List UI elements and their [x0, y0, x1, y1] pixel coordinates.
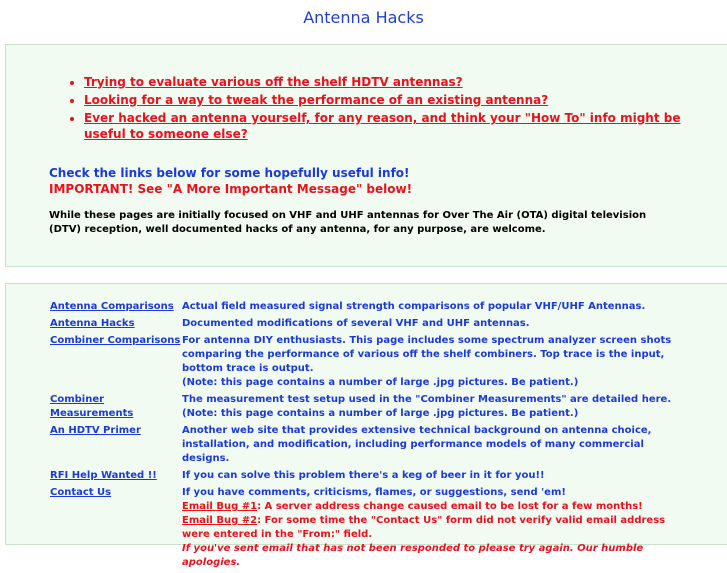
important-text: IMPORTANT! See "A More Important Message" below! [49, 182, 413, 196]
link-description: If you can solve this problem there's a keg of beer in it for you!! [182, 470, 545, 481]
links-table [50, 300, 672, 573]
link-combiner-comparisons[interactable]: Combiner Comparisons [50, 335, 181, 346]
table-row [50, 424, 672, 469]
link-description: Documented modifications of several VHF and UHF antennas. [182, 318, 530, 329]
apology-text: If you've sent email that has not been responded to please try again. Our humble apologies. [182, 543, 644, 568]
link-description: Another web site that provides extensive technical background on antenna choice, installation, and modification, including performance models of many commercial designs. [182, 425, 652, 464]
email-bug-2-text: : For some time the "Contact Us" form did not verify valid email address were entered in the "From:" field. [182, 515, 666, 540]
link-rfi-help-wanted[interactable]: RFI Help Wanted !! [50, 470, 157, 481]
list-item [84, 110, 684, 142]
table-row [50, 486, 672, 573]
link-description-text: If you have comments, criticisms, flames, or suggestions, send 'em! [182, 487, 566, 498]
email-bug-2 [182, 514, 672, 542]
link-description [182, 486, 672, 573]
link-description [182, 334, 672, 393]
link-antenna-comparisons[interactable]: Antenna Comparisons [50, 301, 174, 312]
links-panel [5, 283, 727, 568]
focus-note: While these pages are initially focused on VHF and UHF antennas for Over The Air (OTA) digital television (DTV) reception, well documented hacks of any antenna, for any purpose, are welcome. [49, 210, 647, 235]
page-title: Antenna Hacks [303, 8, 424, 27]
email-bug-2-link[interactable]: Email Bug #2 [182, 515, 258, 526]
link-combiner-measurements[interactable]: Combiner Measurements [50, 394, 134, 419]
bullet-link-hacked[interactable]: Ever hacked an antenna yourself, for any reason, and think your "How To" info might be useful to someone else? [84, 111, 681, 141]
table-row [50, 300, 672, 317]
link-antenna-hacks[interactable]: Antenna Hacks [50, 318, 135, 329]
link-description: Actual field measured signal strength comparisons of popular VHF/UHF Antennas. [182, 301, 646, 312]
email-bug-1 [182, 500, 672, 514]
link-description-text: The measurement test setup used in the "Combiner Measurements" are detailed here. [182, 394, 672, 405]
intro-panel [5, 44, 727, 267]
bullet-link-tweak[interactable]: Looking for a way to tweak the performance of an existing antenna? [84, 93, 549, 107]
table-row [50, 317, 672, 334]
link-description-text: For antenna DIY enthusiasts. This page includes some spectrum analyzer screen shots comparing the performance of various off the shelf combiners. Top trace is the input, bottom trace is output. [182, 335, 672, 374]
intro-bullet-list [50, 74, 684, 144]
table-row [50, 393, 672, 424]
table-row [50, 469, 672, 486]
link-hdtv-primer[interactable]: An HDTV Primer [50, 425, 141, 436]
table-row [50, 334, 672, 393]
check-links-text: Check the links below for some hopefully useful info! [49, 166, 410, 180]
link-contact-us[interactable]: Contact Us [50, 487, 112, 498]
list-item [84, 92, 684, 108]
link-description [182, 393, 672, 424]
link-description-note: (Note: this page contains a number of large .jpg pictures. Be patient.) [182, 377, 579, 388]
email-bug-1-text: : A server address change caused email to be lost for a few months! [257, 501, 643, 512]
bullet-link-evaluate[interactable]: Trying to evaluate various off the shelf HDTV antennas? [84, 75, 463, 89]
list-item [84, 74, 684, 90]
link-description-note: (Note: this page contains a number of large .jpg pictures. Be patient.) [182, 408, 579, 419]
email-bug-1-link[interactable]: Email Bug #1 [182, 501, 258, 512]
